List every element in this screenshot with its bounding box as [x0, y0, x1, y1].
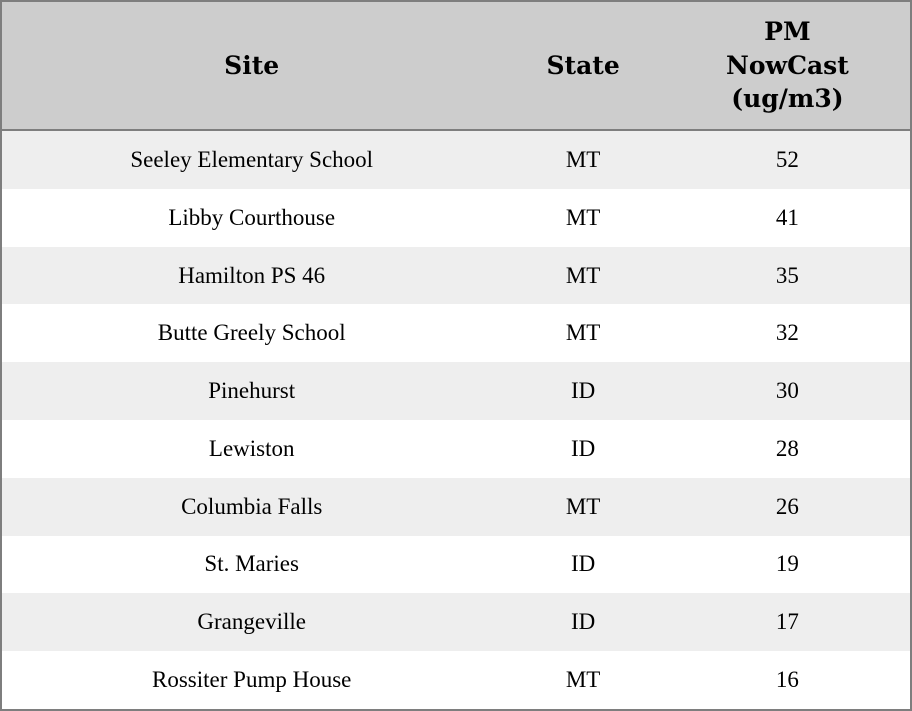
state-cell: ID [570, 609, 596, 635]
site-cell: St. Maries [204, 551, 299, 577]
pm-nowcast-table [2, 2, 910, 709]
table-row [2, 593, 910, 651]
table-row [2, 420, 910, 478]
pm-cell: 28 [775, 435, 799, 461]
pm-cell: 41 [775, 204, 799, 230]
table-row [2, 247, 910, 305]
pm-cell: 16 [775, 667, 799, 693]
state-cell: MT [565, 262, 601, 288]
table-row [2, 189, 910, 247]
state-cell: MT [565, 204, 601, 230]
pm-cell: 35 [775, 262, 799, 288]
site-cell: Butte Greely School [157, 320, 346, 346]
col-header-site [2, 2, 501, 130]
col-header-pm-nowcast [665, 2, 910, 130]
site-cell: Columbia Falls [181, 493, 323, 519]
pm-cell: 19 [775, 551, 799, 577]
table-row [2, 478, 910, 536]
table-header [2, 2, 910, 130]
pm-cell: 32 [775, 320, 799, 346]
header-row [2, 2, 910, 130]
state-cell: ID [570, 378, 596, 404]
pm-cell: 30 [775, 378, 799, 404]
col-header-state-label: State [546, 50, 620, 80]
pm-cell: 26 [775, 493, 799, 519]
table-row [2, 651, 910, 709]
site-cell: Grangeville [197, 609, 306, 635]
col-header-pm-nowcast-label: PM NowCast (ug/m3) [726, 16, 849, 114]
state-cell: ID [570, 551, 596, 577]
col-header-state [501, 2, 664, 130]
site-cell: Libby Courthouse [168, 204, 336, 230]
state-cell: ID [570, 435, 596, 461]
table-row [2, 536, 910, 594]
site-cell: Seeley Elementary School [130, 146, 374, 172]
site-cell: Rossiter Pump House [152, 667, 352, 693]
site-cell: Hamilton PS 46 [178, 262, 326, 288]
pm-cell: 17 [775, 609, 799, 635]
table-row [2, 362, 910, 420]
site-cell: Pinehurst [208, 378, 296, 404]
state-cell: MT [565, 493, 601, 519]
site-cell: Lewiston [208, 435, 295, 461]
table-row [2, 130, 910, 189]
table-body [2, 130, 910, 709]
pm-cell: 52 [775, 146, 799, 172]
table-row [2, 304, 910, 362]
state-cell: MT [565, 320, 601, 346]
state-cell: MT [565, 146, 601, 172]
col-header-site-label: Site [224, 50, 280, 80]
state-cell: MT [565, 667, 601, 693]
